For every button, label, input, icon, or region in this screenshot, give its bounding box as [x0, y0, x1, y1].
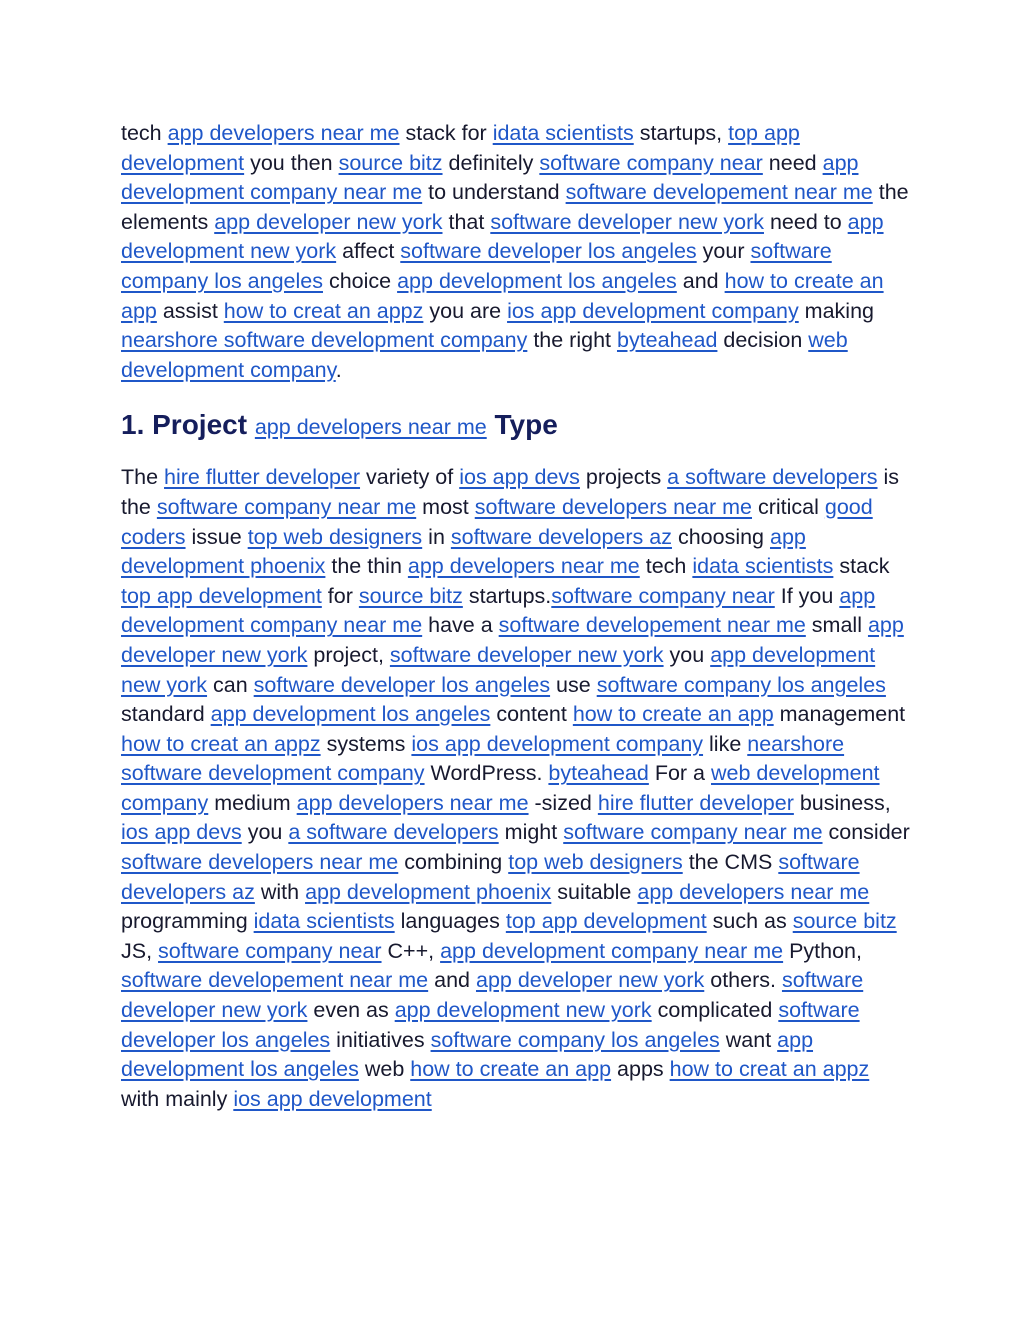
body-text: critical [752, 494, 825, 519]
body-text: have a [422, 613, 499, 638]
inline-link[interactable]: app developer new york [121, 613, 904, 667]
heading-link[interactable]: app developers near me [254, 415, 487, 440]
body-text: want [719, 1027, 778, 1052]
inline-link[interactable]: software developement near me [498, 613, 806, 638]
inline-link[interactable]: software developer new york [121, 968, 864, 1023]
inline-link[interactable]: idata scientists [692, 554, 834, 579]
body-text: standard [121, 702, 211, 727]
body-text: For a [648, 761, 711, 786]
body-text: with [254, 879, 306, 904]
inline-link[interactable]: software company near me [563, 820, 823, 845]
inline-link[interactable]: software developement near me [565, 180, 873, 205]
inline-link[interactable]: source bitz [358, 583, 463, 608]
inline-link[interactable]: app development new york [394, 998, 652, 1023]
inline-link[interactable]: hire flutter developer [164, 465, 361, 490]
inline-link[interactable]: software company near [158, 938, 382, 963]
body-paragraph [121, 463, 911, 1114]
inline-link[interactable]: source bitz [338, 150, 443, 175]
body-text: with mainly [121, 1086, 234, 1111]
body-text: can [207, 672, 254, 697]
body-text: systems [320, 731, 412, 756]
body-text: content [490, 702, 573, 727]
body-text: issue [185, 524, 248, 549]
body-text: complicated [651, 998, 779, 1023]
inline-link[interactable]: software developers near me [474, 494, 752, 519]
inline-link[interactable]: ios app development company [507, 298, 799, 323]
inline-link[interactable]: app development los angeles [121, 1027, 814, 1082]
heading-suffix: Type [486, 409, 558, 441]
inline-link[interactable]: byteahead [548, 761, 649, 786]
body-text: WordPress. [424, 761, 549, 786]
body-text: . [335, 357, 342, 382]
inline-link[interactable]: software company los angeles [430, 1027, 720, 1052]
inline-link[interactable]: ios app devs [121, 820, 242, 845]
body-text: variety of [360, 465, 460, 490]
body-text: others. [704, 968, 782, 993]
body-text: C++, [381, 938, 441, 963]
body-text: tech [121, 121, 168, 145]
inline-link[interactable]: software developer los angeles [121, 998, 860, 1052]
body-text: The [121, 465, 165, 490]
inline-link[interactable]: software developers az [450, 524, 672, 549]
body-text: languages [394, 909, 506, 934]
inline-link[interactable]: a software developers [288, 820, 499, 845]
inline-link[interactable]: how to create an app [410, 1057, 612, 1082]
inline-link[interactable]: top app development [505, 909, 707, 934]
inline-link[interactable]: software company near [539, 150, 763, 175]
body-text: medium [208, 790, 297, 815]
body-text: decision [717, 328, 809, 353]
body-text: Python, [783, 938, 862, 963]
body-text: such as [706, 909, 793, 934]
body-text: startups. [462, 583, 552, 608]
body-text: even as [307, 998, 395, 1023]
inline-link[interactable]: app developers near me [637, 879, 870, 904]
inline-link[interactable]: software company los angeles [121, 239, 832, 293]
inline-link[interactable]: idata scientists [253, 909, 395, 934]
inline-link[interactable]: nearshore software development company [121, 328, 528, 353]
body-text: and [676, 268, 725, 293]
inline-link[interactable]: app development los angeles [210, 702, 491, 727]
inline-link[interactable]: a software developers [667, 465, 878, 490]
body-text: definitely [442, 150, 540, 175]
body-text: use [550, 672, 597, 697]
body-text: you then [244, 150, 339, 175]
body-text: like [703, 731, 748, 756]
body-text: business, [793, 790, 891, 815]
inline-link[interactable]: software company los angeles [596, 672, 886, 697]
inline-link[interactable]: app development new york [121, 642, 876, 697]
inline-link[interactable]: software developement near me [121, 968, 429, 993]
body-text: is the [121, 465, 900, 519]
body-text: programming [121, 909, 254, 934]
body-text: the CMS [682, 850, 779, 875]
body-text: startups, [633, 121, 729, 145]
inline-link[interactable]: software developers az [121, 850, 860, 904]
inline-link[interactable]: how to create an app [572, 702, 774, 727]
inline-link[interactable]: software developer new york [490, 209, 764, 234]
body-text: need to [763, 209, 848, 234]
body-text: need [762, 150, 823, 175]
body-text: apps [611, 1057, 670, 1082]
inline-link[interactable]: app development phoenix [121, 524, 806, 579]
section-heading [121, 407, 911, 445]
heading-prefix: 1. Project [121, 409, 255, 441]
inline-link[interactable]: ios app devs [459, 465, 580, 490]
inline-link[interactable]: app development company near me [121, 583, 876, 638]
inline-link[interactable]: ios app development company [411, 731, 704, 756]
body-text: choice [322, 268, 398, 293]
body-text: web [358, 1057, 411, 1082]
body-text: combining [398, 850, 509, 875]
body-text: consider [822, 820, 910, 845]
body-text: most [416, 494, 475, 519]
body-text: tech [639, 554, 693, 579]
body-text: making [798, 298, 874, 323]
inline-link[interactable]: how to creat an appz [223, 298, 424, 323]
body-text: the thin [325, 554, 408, 579]
inline-link[interactable]: web development company [121, 328, 848, 382]
body-text: to understand [422, 180, 566, 205]
inline-link[interactable]: app development company near me [440, 938, 784, 963]
inline-link[interactable]: app development los angeles [397, 268, 677, 293]
inline-link[interactable]: good coders [121, 494, 873, 549]
body-text: might [498, 820, 564, 845]
inline-link[interactable]: idata scientists [492, 121, 634, 145]
inline-link[interactable]: how to creat an appz [121, 731, 321, 756]
inline-link[interactable]: app developer new york [214, 209, 443, 234]
intro-paragraph [121, 119, 911, 385]
body-text: in [422, 524, 451, 549]
inline-link[interactable]: app development company near me [121, 150, 859, 205]
body-text: JS, [121, 938, 159, 963]
inline-link[interactable]: top web designers [247, 524, 423, 549]
body-text: stack [833, 554, 890, 579]
body-text: assist [156, 298, 224, 323]
inline-link[interactable]: software developer new york [389, 642, 664, 667]
body-text: initiatives [330, 1027, 431, 1052]
inline-link[interactable]: top app development [121, 583, 322, 608]
body-text: project, [307, 642, 390, 667]
inline-link[interactable]: web development company [121, 761, 880, 815]
body-text: you [241, 820, 289, 845]
body-text: If you [774, 583, 840, 608]
inline-link[interactable]: byteahead [616, 328, 718, 353]
inline-link[interactable]: software developers near me [121, 850, 399, 875]
inline-link[interactable]: how to creat an appz [669, 1057, 870, 1082]
inline-link[interactable]: software developer los angeles [400, 239, 697, 264]
inline-link[interactable]: top web designers [508, 850, 683, 875]
document-page [121, 119, 911, 1114]
inline-link[interactable]: nearshore software development company [121, 731, 845, 786]
inline-link[interactable]: app development phoenix [305, 879, 552, 904]
inline-link[interactable]: app developer new york [475, 968, 705, 993]
body-text: management [773, 702, 906, 727]
body-text: for [321, 583, 359, 608]
inline-link[interactable]: software developer los angeles [253, 672, 551, 697]
body-text: you are [423, 298, 508, 323]
body-text: affect [336, 239, 401, 264]
inline-link[interactable]: software company near [551, 583, 775, 608]
body-text: stack for [399, 121, 493, 145]
inline-link[interactable]: hire flutter developer [597, 790, 794, 815]
body-text: -sized [528, 790, 598, 815]
body-text: small [805, 613, 868, 638]
body-text: your [696, 239, 751, 264]
body-text: the right [527, 328, 617, 353]
body-text: projects [579, 465, 668, 490]
inline-link[interactable]: ios app development [233, 1086, 432, 1111]
inline-link[interactable]: top app development [121, 121, 800, 175]
inline-link[interactable]: app developers near me [296, 790, 529, 815]
body-text: you [663, 642, 711, 667]
inline-link[interactable]: app developers near me [167, 121, 400, 145]
inline-link[interactable]: source bitz [792, 909, 897, 934]
body-text: that [442, 209, 491, 234]
inline-link[interactable]: how to create an app [121, 268, 884, 323]
inline-link[interactable]: software company near me [156, 494, 417, 519]
body-text: choosing [671, 524, 770, 549]
body-text: suitable [551, 879, 638, 904]
inline-link[interactable]: app developers near me [407, 554, 640, 579]
body-text: the elements [121, 180, 909, 234]
body-text: and [428, 968, 476, 993]
inline-link[interactable]: app development new york [121, 209, 884, 264]
